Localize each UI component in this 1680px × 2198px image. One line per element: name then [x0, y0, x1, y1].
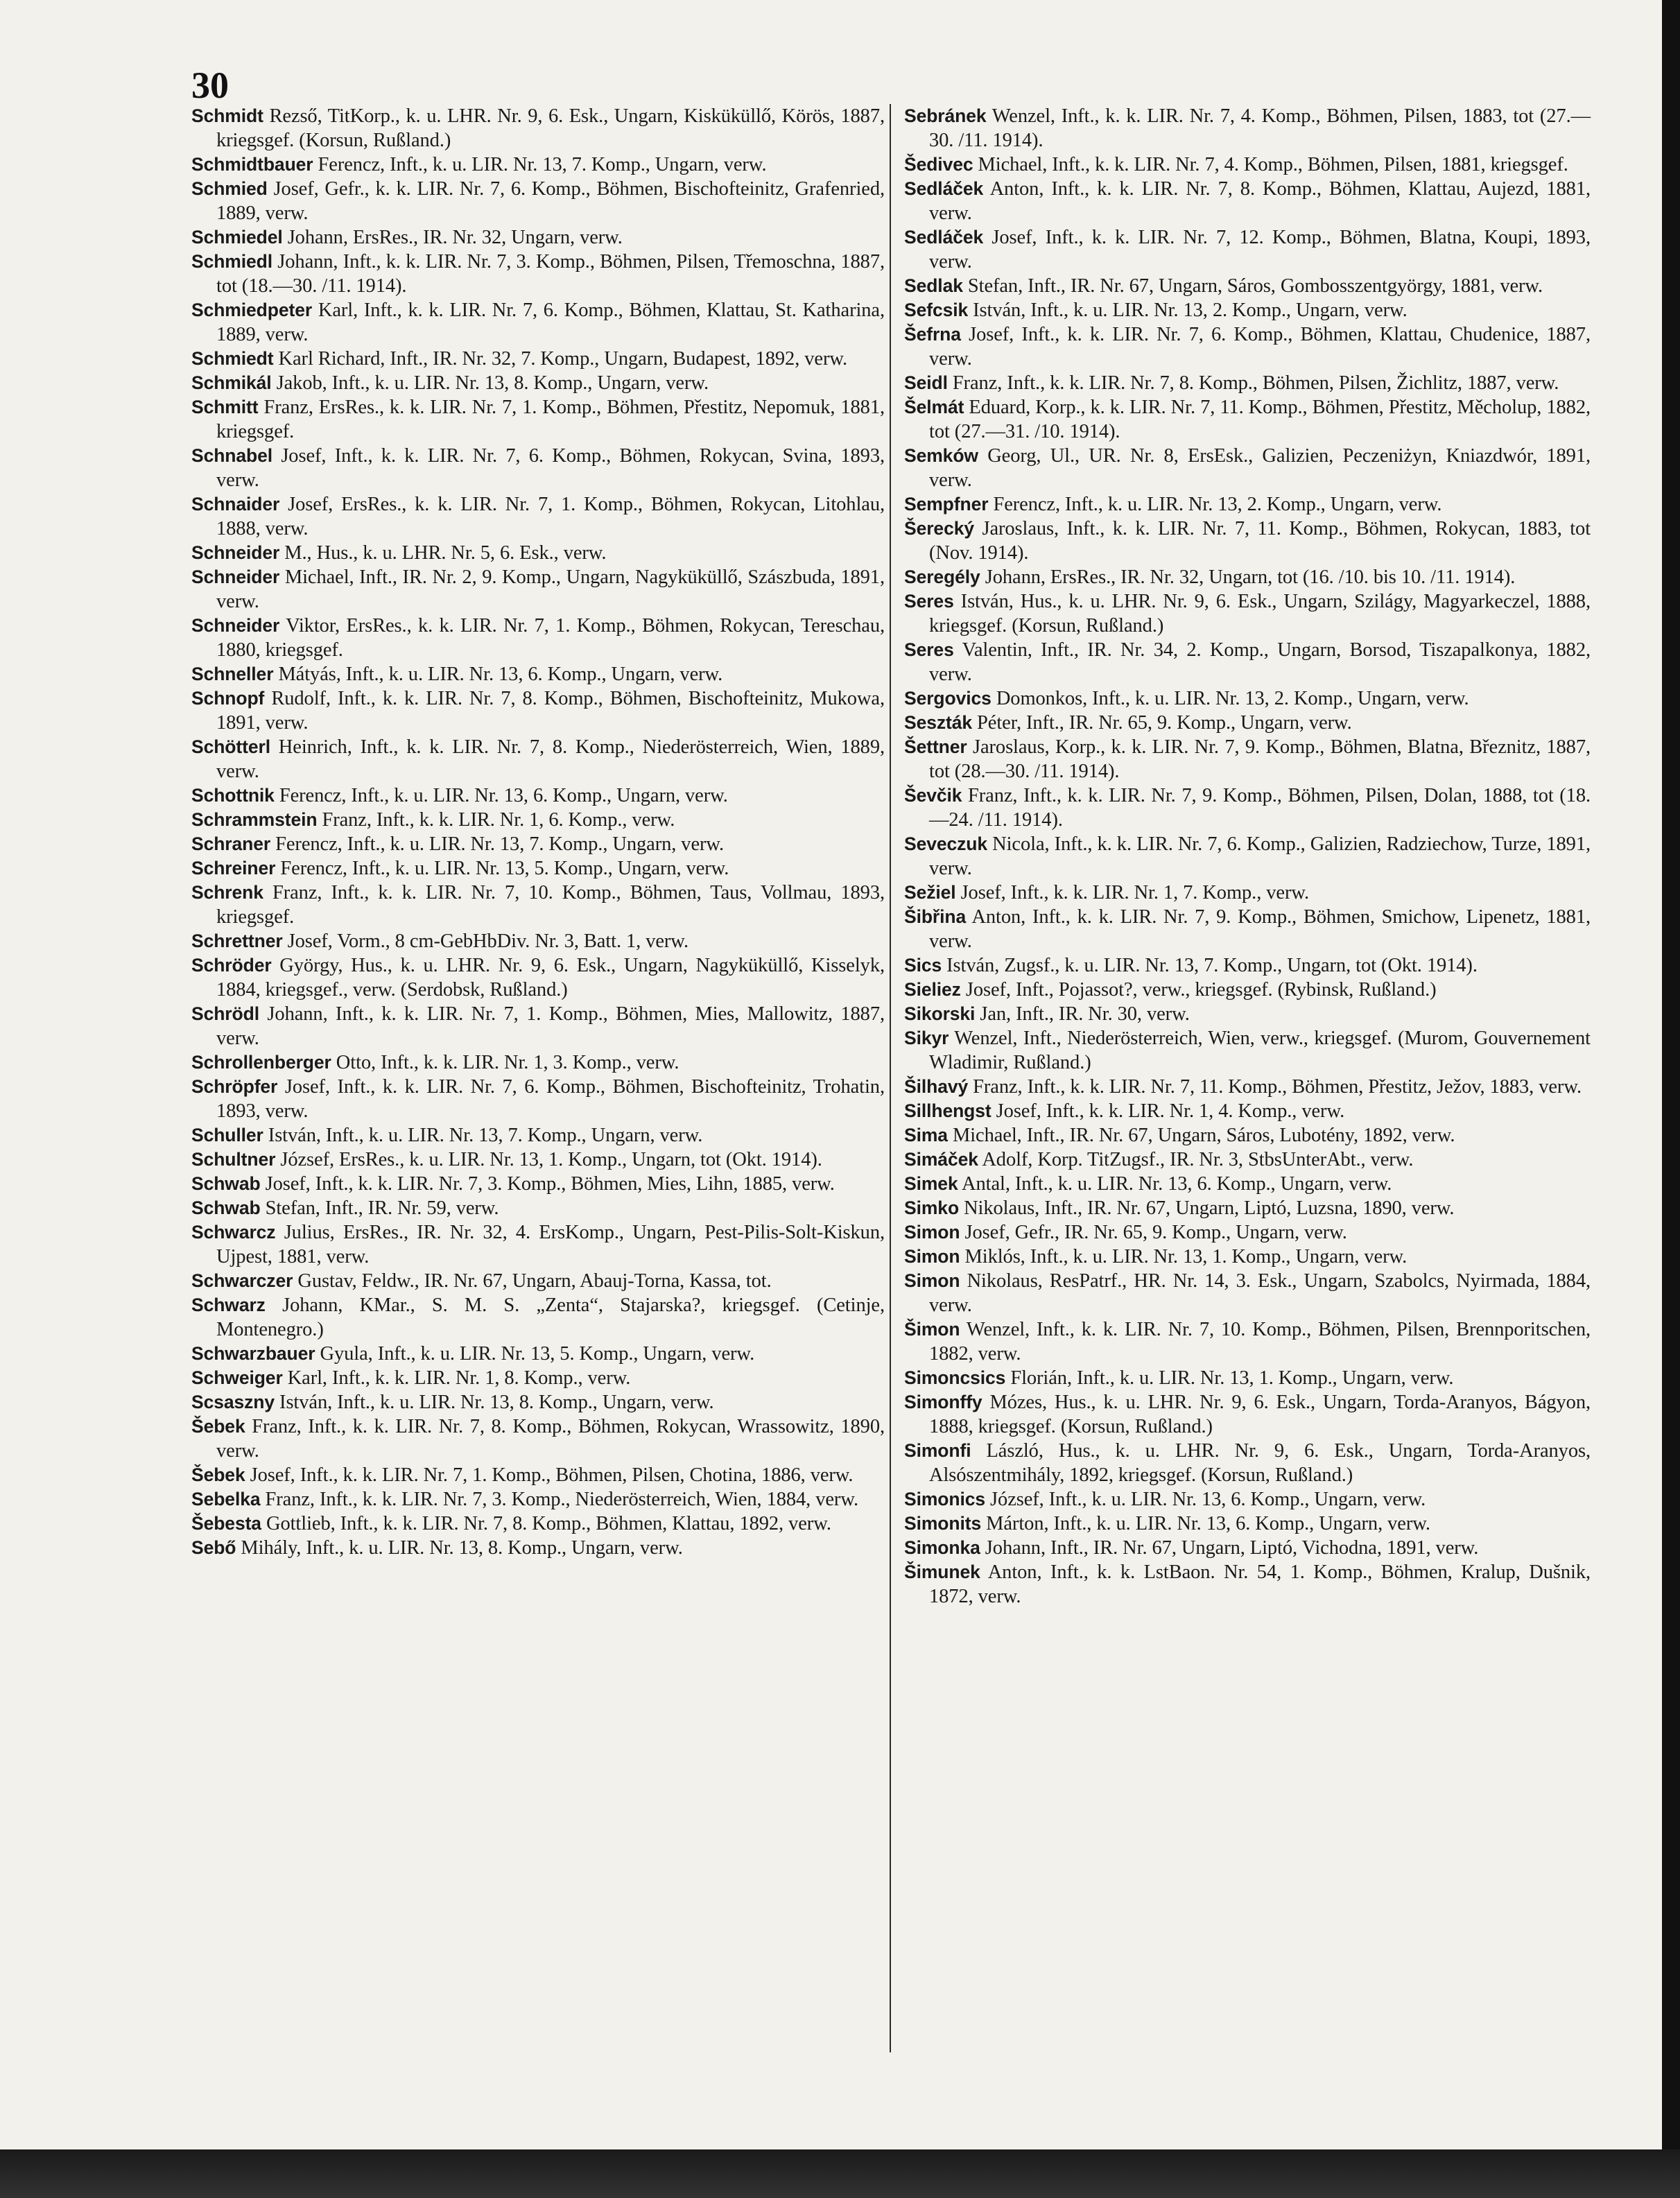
list-item [191, 881, 885, 929]
list-item [904, 1512, 1591, 1536]
entry-details: Eduard, Korp., k. k. LIR. Nr. 7, 11. Komp., Böhmen, Přestitz, Měcholup, 1882, tot (27.—31. /10. 1914). [929, 397, 1591, 442]
entry-surname: Šerecký [904, 518, 974, 539]
list-item [191, 1002, 885, 1050]
list-item [904, 905, 1591, 953]
entry-details: Jan, Inft., IR. Nr. 30, verw. [980, 1003, 1190, 1025]
entry-details: Adolf, Korp. TitZugsf., IR. Nr. 3, StbsUnterAbt., verw. [982, 1149, 1414, 1170]
list-item [904, 153, 1591, 177]
list-item [191, 1390, 885, 1414]
list-item [904, 1536, 1591, 1560]
list-item [904, 832, 1591, 881]
entry-surname: Schmiedel [191, 227, 283, 248]
entry-surname: Schrammstein [191, 809, 318, 830]
list-item [191, 614, 885, 662]
entry-details: Franz, Inft., k. k. LIR. Nr. 7, 8. Komp., Böhmen, Rokycan, Wrassowitz, 1890, verw. [216, 1416, 885, 1462]
entry-details: Wenzel, Inft., Niederösterreich, Wien, verw., kriegsgef. (Murom, Gouvernement Wladimir, Rußland.) [929, 1028, 1591, 1073]
entry-details: Michael, Inft., IR. Nr. 67, Ungarn, Sáros, Lubotény, 1892, verw. [952, 1125, 1455, 1146]
entry-surname: Simonffy [904, 1392, 982, 1412]
entry-details: István, Inft., k. u. LIR. Nr. 13, 8. Komp., Ungarn, verw. [279, 1392, 714, 1413]
list-item [191, 177, 885, 225]
entry-details: Josef, Inft., k. k. LIR. Nr. 1, 4. Komp., verw. [996, 1100, 1345, 1122]
entry-surname: Schwarczer [191, 1270, 293, 1291]
entry-surname: Schreiner [191, 858, 276, 879]
list-item [904, 1366, 1591, 1390]
entry-surname: Seregély [904, 566, 980, 587]
entry-details: Josef, Inft., Pojassot?, verw., kriegsgef. (Rybinsk, Rußland.) [965, 979, 1437, 1001]
list-item [904, 1172, 1591, 1196]
list-item [191, 662, 885, 686]
list-item [191, 832, 885, 856]
entry-surname: Schneider [191, 615, 280, 636]
entry-surname: Schmiedt [191, 348, 274, 369]
entry-surname: Simon [904, 1222, 960, 1243]
list-item [191, 1512, 885, 1536]
entry-surname: Šebek [191, 1416, 245, 1437]
entry-surname: Šimunek [904, 1561, 980, 1582]
entry-surname: Schneider [191, 566, 280, 587]
list-item [191, 444, 885, 492]
list-item [191, 1269, 885, 1293]
entry-details: Nikolaus, Inft., IR. Nr. 67, Ungarn, Liptó, Luzsna, 1890, verw. [964, 1197, 1455, 1219]
list-item [904, 444, 1591, 492]
entry-surname: Sillhengst [904, 1100, 991, 1121]
entry-details: Johann, Inft., k. k. LIR. Nr. 7, 1. Komp., Böhmen, Mies, Mallowitz, 1887, verw. [216, 1003, 885, 1049]
list-item [191, 1293, 885, 1342]
entry-surname: Seveczuk [904, 833, 988, 854]
entry-details: Michael, Inft., k. k. LIR. Nr. 7, 4. Komp., Böhmen, Pilsen, 1881, kriegsgef. [978, 154, 1568, 175]
entry-details: Rudolf, Inft., k. k. LIR. Nr. 7, 8. Komp., Böhmen, Bischofteinitz, Mukowa, 1891, verw. [216, 688, 885, 734]
entry-details: Karl Richard, Inft., IR. Nr. 32, 7. Komp., Ungarn, Budapest, 1892, verw. [278, 348, 847, 370]
list-item [191, 1342, 885, 1366]
list-item [904, 638, 1591, 686]
entry-surname: Simon [904, 1270, 960, 1291]
entry-surname: Schrenk [191, 882, 263, 903]
list-item [904, 1269, 1591, 1317]
list-item [904, 1439, 1591, 1487]
list-item [191, 541, 885, 565]
entry-surname: Sedláček [904, 227, 984, 248]
page-number: 30 [191, 64, 229, 106]
list-item [904, 1099, 1591, 1123]
entry-details: Julius, ErsRes., IR. Nr. 32, 4. ErsKomp., Ungarn, Pest-Pilis-Solt-Kiskun, Ujpest, 1881, verw. [216, 1222, 885, 1267]
entry-surname: Schwab [191, 1173, 261, 1194]
entry-details: György, Hus., k. u. LHR. Nr. 9, 6. Esk., Ungarn, Nagyküküllő, Kisselyk, 1884, kriegsgef., verw. (Serdobsk, Rußland.) [216, 955, 885, 1001]
entry-surname: Sefcsik [904, 300, 969, 320]
entry-surname: Seres [904, 639, 954, 660]
entry-details: Josef, Inft., k. k. LIR. Nr. 7, 6. Komp., Böhmen, Rokycan, Svina, 1893, verw. [216, 445, 885, 491]
entry-details: Ferencz, Inft., k. u. LIR. Nr. 13, 7. Komp., Ungarn, verw. [275, 833, 725, 855]
entry-surname: Schröpfer [191, 1076, 278, 1097]
entry-surname: Šefrna [904, 324, 961, 345]
list-item [904, 784, 1591, 832]
list-item [904, 565, 1591, 589]
entry-surname: Ševčik [904, 785, 962, 806]
entry-surname: Sebránek [904, 105, 987, 126]
entry-details: Josef, Inft., k. k. LIR. Nr. 1, 7. Komp., verw. [960, 882, 1309, 903]
entry-details: Ferencz, Inft., k. u. LIR. Nr. 13, 5. Komp., Ungarn, verw. [280, 858, 729, 879]
list-item [191, 347, 885, 371]
entry-surname: Seres [904, 591, 954, 612]
list-item [904, 735, 1591, 784]
list-item [191, 395, 885, 444]
entry-details: István, Inft., k. u. LIR. Nr. 13, 2. Komp., Ungarn, verw. [973, 300, 1408, 321]
entry-surname: Sieliez [904, 979, 961, 1000]
list-item [904, 298, 1591, 322]
entry-details: Antal, Inft., k. u. LIR. Nr. 13, 6. Komp., Ungarn, verw. [962, 1173, 1392, 1195]
entry-details: Karl, Inft., k. k. LIR. Nr. 7, 6. Komp., Böhmen, Klattau, St. Katharina, 1889, verw. [216, 300, 885, 345]
list-item [191, 1050, 885, 1075]
entry-surname: Schuller [191, 1125, 263, 1145]
list-item [904, 953, 1591, 978]
list-item [191, 1196, 885, 1220]
entry-details: István, Hus., k. u. LHR. Nr. 9, 6. Esk., Ungarn, Szilágy, Magyarkeczel, 1888, kriegsgef. (Korsun, Rußland.) [929, 591, 1591, 637]
list-item [191, 686, 885, 735]
entry-details: József, ErsRes., k. u. LIR. Nr. 13, 1. Komp., Ungarn, tot (Okt. 1914). [280, 1149, 822, 1170]
entry-details: Domonkos, Inft., k. u. LIR. Nr. 13, 2. Komp., Ungarn, verw. [996, 688, 1469, 709]
list-item [191, 1414, 885, 1463]
entry-surname: Simonits [904, 1513, 982, 1534]
entry-details: Gottlieb, Inft., k. k. LIR. Nr. 7, 8. Komp., Böhmen, Klattau, 1892, verw. [266, 1513, 831, 1534]
entry-surname: Schnopf [191, 688, 265, 709]
list-item [904, 492, 1591, 517]
list-item [904, 1075, 1591, 1099]
entry-surname: Schmiedpeter [191, 300, 313, 320]
list-item [904, 1196, 1591, 1220]
scan-edge-bottom [0, 2149, 1680, 2198]
entry-details: Valentin, Inft., IR. Nr. 34, 2. Komp., Ungarn, Borsod, Tiszapalkonya, 1882, verw. [929, 639, 1591, 685]
entry-surname: Sežiel [904, 882, 956, 903]
list-item [904, 1560, 1591, 1609]
list-item [904, 225, 1591, 274]
list-item [191, 808, 885, 832]
list-item [904, 881, 1591, 905]
entry-surname: Šimon [904, 1319, 960, 1340]
list-item [904, 1123, 1591, 1148]
list-item [191, 953, 885, 1002]
entry-details: Josef, Inft., k. k. LIR. Nr. 7, 1. Komp., Böhmen, Pilsen, Chotina, 1886, verw. [250, 1464, 854, 1486]
entry-details: Stefan, Inft., IR. Nr. 59, verw. [265, 1197, 499, 1219]
entry-surname: Schmiedl [191, 251, 273, 272]
entry-surname: Schneider [191, 542, 280, 563]
entry-surname: Semków [904, 445, 978, 466]
entry-surname: Sedlak [904, 275, 963, 296]
entry-details: Mátyás, Inft., k. u. LIR. Nr. 13, 6. Komp., Ungarn, verw. [278, 664, 723, 685]
list-item [904, 274, 1591, 298]
entry-surname: Sics [904, 955, 942, 976]
entry-details: Stefan, Inft., IR. Nr. 67, Ungarn, Sáros, Gombosszentgyörgy, 1881, verw. [967, 275, 1543, 297]
list-item [904, 711, 1591, 735]
list-item [904, 1487, 1591, 1512]
entry-details: István, Zugsf., k. u. LIR. Nr. 13, 7. Komp., Ungarn, tot (Okt. 1914). [946, 955, 1478, 976]
entry-surname: Šibřina [904, 906, 967, 927]
list-item [191, 371, 885, 395]
entry-surname: Schmitt [191, 397, 259, 417]
entry-surname: Sedláček [904, 178, 984, 199]
list-item [191, 1075, 885, 1123]
entry-details: Franz, Inft., k. k. LIR. Nr. 7, 9. Komp., Böhmen, Pilsen, Dolan, 1888, tot (18.—24. /11. 1914). [929, 785, 1591, 831]
entry-details: László, Hus., k. u. LHR. Nr. 9, 6. Esk., Ungarn, Torda-Aranyos, Alsószentmihály, 1892, kriegsgef. (Korsun, Rußland.) [929, 1440, 1591, 1486]
entry-details: Péter, Inft., IR. Nr. 65, 9. Komp., Ungarn, verw. [977, 712, 1352, 734]
entry-details: Johann, Inft., IR. Nr. 67, Ungarn, Liptó, Vichodna, 1891, verw. [985, 1537, 1479, 1559]
list-item [904, 1390, 1591, 1439]
column-divider [890, 104, 891, 2052]
entry-surname: Simko [904, 1197, 960, 1218]
entry-details: Nikolaus, ResPatrf., HR. Nr. 14, 3. Esk., Ungarn, Szabolcs, Nyirmada, 1884, verw. [929, 1270, 1591, 1316]
list-item [904, 395, 1591, 444]
list-item [191, 1148, 885, 1172]
list-item [191, 1536, 885, 1560]
entry-details: Franz, Inft., k. k. LIR. Nr. 1, 6. Komp., verw. [322, 809, 675, 831]
list-item [904, 1002, 1591, 1026]
entry-details: Johann, KMar., S. M. S. „Zenta“, Stajarska?, kriegsgef. (Cetinje, Montenegro.) [216, 1295, 885, 1340]
entry-details: Márton, Inft., k. u. LIR. Nr. 13, 6. Komp., Ungarn, verw. [986, 1513, 1430, 1534]
list-item [191, 492, 885, 541]
list-item [904, 1220, 1591, 1245]
entry-details: Franz, Inft., k. k. LIR. Nr. 7, 8. Komp., Böhmen, Pilsen, Žichlitz, 1887, verw. [952, 372, 1559, 394]
list-item [191, 1172, 885, 1196]
entry-surname: Scsaszny [191, 1392, 275, 1412]
entry-surname: Schwarz [191, 1295, 266, 1315]
entry-surname: Simek [904, 1173, 958, 1194]
entry-details: Mózes, Hus., k. u. LHR. Nr. 9, 6. Esk., Ungarn, Torda-Aranyos, Bágyon, 1888, kriegsgef. (Korsun, Rußland.) [929, 1392, 1591, 1437]
entry-details: Anton, Inft., k. k. LstBaon. Nr. 54, 1. Komp., Böhmen, Kralup, Dušnik, 1872, verw. [929, 1561, 1591, 1607]
entry-details: Wenzel, Inft., k. k. LIR. Nr. 7, 10. Komp., Böhmen, Pilsen, Brennporitschen, 1882, verw. [929, 1319, 1591, 1365]
entry-surname: Schneller [191, 664, 274, 684]
entry-surname: Sebelka [191, 1489, 261, 1509]
entry-details: Georg, Ul., UR. Nr. 8, ErsEsk., Galizien, Peczeniżyn, Kniazdwór, 1891, verw. [929, 445, 1591, 491]
entry-surname: Simon [904, 1246, 960, 1267]
list-item [191, 856, 885, 881]
entry-surname: Schrettner [191, 931, 283, 951]
entry-details: Josef, Vorm., 8 cm-GebHbDiv. Nr. 3, Batt. 1, verw. [287, 931, 689, 952]
entry-surname: Simonfi [904, 1440, 971, 1461]
entry-surname: Schötterl [191, 736, 270, 757]
entry-surname: Schwarzbauer [191, 1343, 315, 1364]
list-item [191, 1220, 885, 1269]
entry-details: Heinrich, Inft., k. k. LIR. Nr. 7, 8. Komp., Niederösterreich, Wien, 1889, verw. [216, 736, 885, 782]
list-item [191, 735, 885, 784]
entry-surname: Šettner [904, 736, 967, 757]
list-item [191, 565, 885, 614]
entry-surname: Schrollenberger [191, 1052, 331, 1073]
entry-details: Josef, Inft., k. k. LIR. Nr. 7, 6. Komp., Böhmen, Bischofteinitz, Trohatin, 1893, verw. [216, 1076, 885, 1122]
list-item [904, 1026, 1591, 1075]
list-item [904, 371, 1591, 395]
entry-surname: Šebesta [191, 1513, 261, 1534]
entry-surname: Sikyr [904, 1028, 949, 1048]
left-column [191, 104, 885, 1560]
entry-surname: Schwab [191, 1197, 261, 1218]
entry-surname: Seszták [904, 712, 973, 733]
entry-details: Jaroslaus, Inft., k. k. LIR. Nr. 7, 11. Komp., Böhmen, Rokycan, 1883, tot (Nov. 1914). [929, 518, 1591, 564]
entry-surname: Schnaider [191, 494, 280, 514]
list-item [191, 1487, 885, 1512]
entry-details: Franz, ErsRes., k. k. LIR. Nr. 7, 1. Komp., Böhmen, Přestitz, Nepomuk, 1881, kriegsgef. [216, 397, 885, 442]
entry-details: Ferencz, Inft., k. u. LIR. Nr. 13, 2. Komp., Ungarn, verw. [993, 494, 1442, 515]
list-item [191, 153, 885, 177]
list-item [904, 104, 1591, 153]
entry-details: István, Inft., k. u. LIR. Nr. 13, 7. Komp., Ungarn, verw. [268, 1125, 703, 1146]
list-item [191, 784, 885, 808]
entry-surname: Šilhavý [904, 1076, 969, 1097]
entry-details: Franz, Inft., k. k. LIR. Nr. 7, 10. Komp., Böhmen, Taus, Vollmau, 1893, kriegsgef. [216, 882, 885, 928]
entry-details: Johann, ErsRes., IR. Nr. 32, Ungarn, verw. [287, 227, 623, 248]
list-item [904, 1148, 1591, 1172]
entry-details: Wenzel, Inft., k. k. LIR. Nr. 7, 4. Komp., Böhmen, Pilsen, 1883, tot (27.—30. /11. 1914). [929, 105, 1591, 151]
entry-details: Franz, Inft., k. k. LIR. Nr. 7, 11. Komp., Böhmen, Přestitz, Ježov, 1883, verw. [973, 1076, 1582, 1098]
entry-details: Johann, ErsRes., IR. Nr. 32, Ungarn, tot (16. /10. bis 10. /11. 1914). [985, 566, 1516, 588]
entry-surname: Schrödl [191, 1003, 259, 1024]
entry-details: M., Hus., k. u. LHR. Nr. 5, 6. Esk., verw. [284, 542, 607, 564]
entry-details: Josef, ErsRes., k. k. LIR. Nr. 7, 1. Komp., Böhmen, Rokycan, Litohlau, 1888, verw. [216, 494, 885, 539]
entry-details: Ferencz, Inft., k. u. LIR. Nr. 13, 7. Komp., Ungarn, verw. [318, 154, 767, 175]
list-item [904, 177, 1591, 225]
list-item [191, 104, 885, 153]
entry-details: József, Inft., k. u. LIR. Nr. 13, 6. Komp., Ungarn, verw. [990, 1489, 1426, 1510]
list-item [904, 517, 1591, 565]
entry-surname: Schmidtbauer [191, 154, 313, 175]
entry-surname: Šedivec [904, 154, 973, 175]
entry-surname: Schnabel [191, 445, 273, 466]
entry-surname: Šelmát [904, 397, 964, 417]
entry-surname: Simoncsics [904, 1367, 1006, 1388]
entry-surname: Simonics [904, 1489, 986, 1509]
entry-surname: Simonka [904, 1537, 980, 1558]
entry-details: Gustav, Feldw., IR. Nr. 67, Ungarn, Abauj-Torna, Kassa, tot. [297, 1270, 772, 1292]
scan-edge-right [1662, 0, 1680, 2198]
entry-details: Rezső, TitKorp., k. u. LHR. Nr. 9, 6. Esk., Ungarn, Kisküküllő, Körös, 1887, kriegsgef. (Korsun, Rußland.) [216, 105, 885, 151]
entry-details: Josef, Inft., k. k. LIR. Nr. 7, 12. Komp., Böhmen, Blatna, Koupi, 1893, verw. [929, 227, 1591, 272]
entry-details: Johann, Inft., k. k. LIR. Nr. 7, 3. Komp., Böhmen, Pilsen, Třemoschna, 1887, tot (18.—30. /11. 1914). [216, 251, 885, 297]
list-item [904, 1245, 1591, 1269]
entry-details: Karl, Inft., k. k. LIR. Nr. 1, 8. Komp., verw. [287, 1367, 631, 1389]
entry-surname: Schmikál [191, 372, 272, 393]
entry-surname: Šebek [191, 1464, 245, 1485]
entry-surname: Sempfner [904, 494, 989, 514]
entry-surname: Simáček [904, 1149, 978, 1170]
entry-details: Mihály, Inft., k. u. LIR. Nr. 13, 8. Komp., Ungarn, verw. [241, 1537, 683, 1559]
list-item [191, 298, 885, 347]
entry-details: Ferencz, Inft., k. u. LIR. Nr. 13, 6. Komp., Ungarn, verw. [279, 785, 728, 806]
list-item [191, 1463, 885, 1487]
entry-details: Nicola, Inft., k. k. LIR. Nr. 7, 6. Komp., Galizien, Radziechow, Turze, 1891, verw. [929, 833, 1591, 879]
entry-surname: Schwarcz [191, 1222, 276, 1243]
list-item [191, 225, 885, 250]
right-column [904, 104, 1591, 1609]
list-item [904, 686, 1591, 711]
list-item [904, 589, 1591, 638]
entry-surname: Schröder [191, 955, 272, 976]
list-item [904, 322, 1591, 371]
entry-details: Josef, Inft., k. k. LIR. Nr. 7, 3. Komp., Böhmen, Mies, Lihn, 1885, verw. [265, 1173, 835, 1195]
list-item [191, 1366, 885, 1390]
entry-details: Josef, Gefr., IR. Nr. 65, 9. Komp., Ungarn, verw. [964, 1222, 1347, 1243]
entry-details: Josef, Inft., k. k. LIR. Nr. 7, 6. Komp., Böhmen, Klattau, Chudenice, 1887, verw. [929, 324, 1591, 370]
entry-surname: Seidl [904, 372, 948, 393]
entry-details: Florián, Inft., k. u. LIR. Nr. 13, 1. Komp., Ungarn, verw. [1010, 1367, 1454, 1389]
entry-details: Josef, Gefr., k. k. LIR. Nr. 7, 6. Komp., Böhmen, Bischofteinitz, Grafenried, 1889, verw. [216, 178, 885, 224]
entry-surname: Sima [904, 1125, 948, 1145]
entry-details: Anton, Inft., k. k. LIR. Nr. 7, 9. Komp., Böhmen, Smichow, Lipenetz, 1881, verw. [929, 906, 1591, 952]
entry-details: Otto, Inft., k. k. LIR. Nr. 1, 3. Komp., verw. [336, 1052, 679, 1073]
list-item [904, 978, 1591, 1002]
entry-details: Viktor, ErsRes., k. k. LIR. Nr. 7, 1. Komp., Böhmen, Rokycan, Tereschau, 1880, kriegsgef. [216, 615, 885, 661]
list-item [191, 929, 885, 953]
entry-surname: Sergovics [904, 688, 991, 709]
entry-surname: Schmied [191, 178, 268, 199]
entry-details: Franz, Inft., k. k. LIR. Nr. 7, 3. Komp., Niederösterreich, Wien, 1884, verw. [265, 1489, 858, 1510]
list-item [191, 1123, 885, 1148]
entry-details: Miklós, Inft., k. u. LIR. Nr. 13, 1. Komp., Ungarn, verw. [964, 1246, 1408, 1267]
entry-details: Jakob, Inft., k. u. LIR. Nr. 13, 8. Komp., Ungarn, verw. [276, 372, 709, 394]
entry-surname: Schottnik [191, 785, 275, 806]
entry-surname: Sebő [191, 1537, 236, 1558]
entry-details: Anton, Inft., k. k. LIR. Nr. 7, 8. Komp., Böhmen, Klattau, Aujezd, 1881, verw. [929, 178, 1591, 224]
entry-details: Michael, Inft., IR. Nr. 2, 9. Komp., Ungarn, Nagyküküllő, Szászbuda, 1891, verw. [216, 566, 885, 612]
entry-details: Gyula, Inft., k. u. LIR. Nr. 13, 5. Komp., Ungarn, verw. [320, 1343, 755, 1365]
entry-surname: Schultner [191, 1149, 276, 1170]
entry-details: Jaroslaus, Korp., k. k. LIR. Nr. 7, 9. Komp., Böhmen, Blatna, Březnitz, 1887, tot (28.—30. /11. 1914). [929, 736, 1591, 782]
entry-surname: Sikorski [904, 1003, 976, 1024]
entry-surname: Schmidt [191, 105, 263, 126]
entry-surname: Schweiger [191, 1367, 283, 1388]
list-item [904, 1317, 1591, 1366]
list-item [191, 250, 885, 298]
entry-surname: Schraner [191, 833, 271, 854]
